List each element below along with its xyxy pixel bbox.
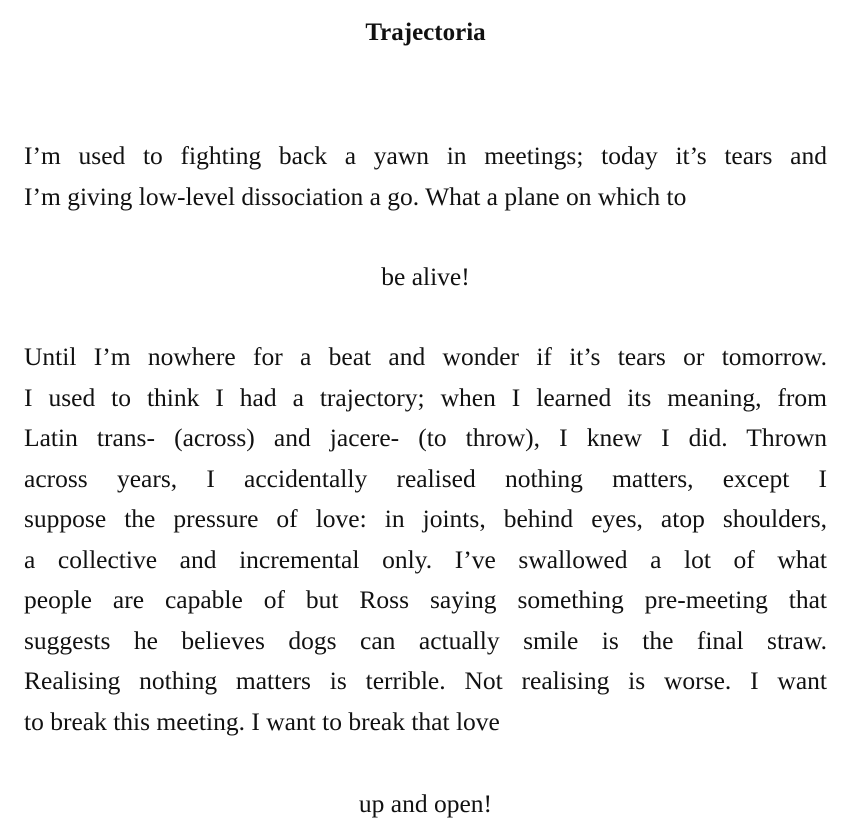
poem-line: Until I’m nowhere for a beat and wonder if it’s tears or tomorrow. [24, 342, 827, 371]
poem-line: to break this meeting. I want to break that love [24, 706, 500, 736]
stanza-2 [24, 337, 827, 742]
poem-line: Realising nothing matters is terrible. Not realising is worse. I want [24, 666, 827, 695]
poem-line: Latin trans- (across) and jacere- (to throw), I knew I did. Thrown [24, 423, 827, 452]
centered-line-be-alive: be alive! [381, 262, 470, 291]
poem-line: I’m used to fighting back a yawn in meetings; today it’s tears and [24, 141, 827, 170]
poem-line: a collective and incremental only. I’ve swallowed a lot of what [24, 544, 827, 574]
poem-line: I’m giving low-level dissociation a go. What a plane on which to [24, 181, 687, 211]
poem-line: suppose the pressure of love: in joints, behind eyes, atop shoulders, [24, 504, 827, 533]
poem-line: people are capable of but Ross saying something pre-meeting that [24, 585, 827, 614]
poem-line: I used to think I had a trajectory; when I learned its meaning, from [24, 382, 827, 412]
stanza-1 [24, 136, 827, 217]
poem-title: Trajectoria [365, 19, 486, 46]
poem-line: suggests he believes dogs can actually smile is the final straw. [24, 625, 827, 655]
poem-line: across years, I accidentally realised nothing matters, except I [24, 463, 827, 493]
centered-line-up-and-open: up and open! [358, 789, 493, 818]
